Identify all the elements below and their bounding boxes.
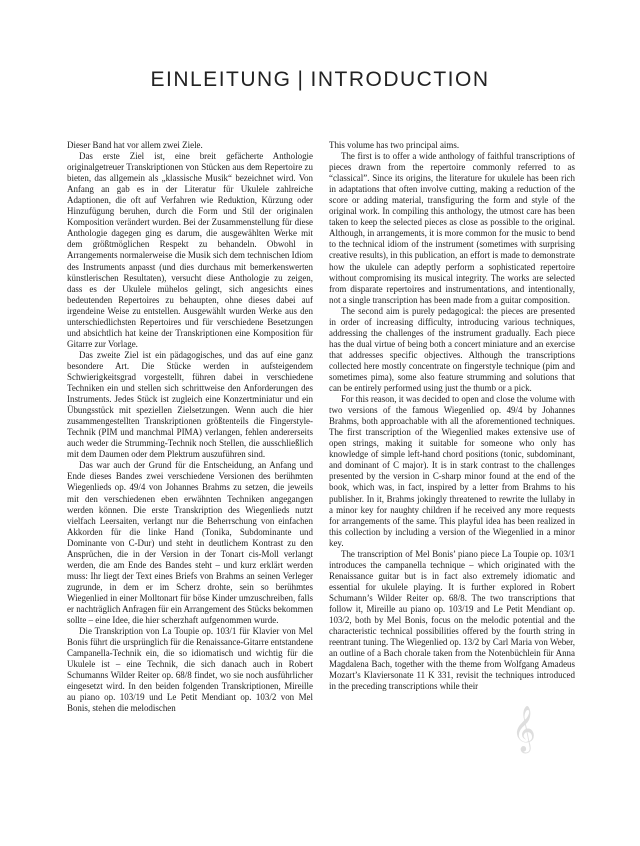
english-paragraph-3: The second aim is purely pedagogical: the pieces are presented in order of increasing difficulty, introducing various techniques, addressing the challenges of the instrument gradually. Each piece has the dual virtue of being both a concert miniature and an exercise that addresses specific objectives. Although the transcriptions collected here mostly concentrate on fingerstyle technique (pim and sometimes pima), some also feature strumming and solutions that can be entirely performed using just the thumb or a pick. (329, 305, 575, 394)
german-paragraph-4: Das war auch der Grund für die Entscheidung, an Anfang und Ende dieses Bandes zwei verschiedene Versionen des berühmten Wiegenlieds op. 49/4 von Johannes Brahms zu setzen, die jeweils mit den verschiedenen eben erwähnten Techniken angegangen werden können. Die erste Transkription des Wiegenlieds nutzt vielfach Leersaiten, verlangt nur die Beherrschung von einfachen Akkorden für die linke Hand (Tonika, Subdominante und Dominante von C-Dur) und steht in deutlichem Kontrast zu den Ansprüchen, die in der Version in der Tonart cis-Moll verlangt werden, die am Ende des Bandes steht – und kurz erklärt werden muss: Ihr liegt der Text eines Briefs von Brahms an seinen Verleger zugrunde, in dem er im Scherz drohte, sein so berühmtes Wiegenlied in einer Molltonart für böse Kinder umzuschreiben, falls er nachträglich Anfragen für ein Arrangement des Stücks bekommen sollte – eine Idee, die hier scherzhaft aufgenommen wurde. (67, 460, 313, 626)
english-paragraph-1: This volume has two principal aims. (329, 140, 460, 150)
english-column (329, 140, 575, 840)
title-german: EINLEITUNG (150, 68, 292, 92)
german-paragraph-3: Das zweite Ziel ist ein pädagogisches, und das auf eine ganz besondere Art. Die Stücke werden in aufsteigendem Schwierigkeitsgrad vorgestellt, führen dabei in verschiedene Techniken ein und stellen sich schrittweise den Anforderungen des Instruments. Jedes Stück ist zugleich eine Konzertminiatur und ein Übungsstück mit speziellen Zielsetzungen. Wenn auch die hier zusammengestellten Transkriptionen größtenteils die Fingerstyle-Technik (PIM und manchmal PIMA) verlangen, fehlen andererseits auch weder die Strumming-Technik noch Stellen, die ausschließlich mit dem Daumen oder dem Plektrum auszuführen sind. (67, 349, 313, 460)
german-paragraph-5: Die Transkription von La Toupie op. 103/1 für Klavier von Mel Bonis führt die ursprünglich für die Renaissance-Gitarre entstandene Campanella-Technik ein, die so idiomatisch und wichtig für die Ukulele ist – eine Technik, die sich danach auch in Robert Schumanns Wilder Reiter op. 68/8 findet, wo sie noch ausführlicher eingesetzt wird. In den beiden folgenden Transkriptionen, Mireille au piano op. 103/19 und Le Petit Mendiant op. 103/2 von Mel Bonis, stehen die melodischen (67, 626, 313, 714)
english-paragraph-2: The first is to offer a wide anthology of faithful transcriptions of pieces drawn from the repertoire commonly referred to as “classical”. Since its origins, the literature for ukulele has been rich in adaptations that often involve cutting, making a reduction of the score or adding material, transfiguring the form and style of the original work. In compiling this anthology, the utmost care has been taken to keep the selected pieces as close as possible to the original. Although, in arrangements, it is more common for the music to bend to the technical idiom of the instrument (sometimes with surprising creative results), in this publication, an effort is made to demonstrate how the ukulele can adeptly perform a sophisticated repertoire without compromising its musical integrity. The works are selected from disparate repertoires and instrumentations, and intentionally, not a single transcription has been made from a guitar composition. (329, 151, 575, 305)
german-paragraph-2: Das erste Ziel ist, eine breit gefächerte Anthologie originalgetreuer Transkriptionen von Stücken aus dem Repertoire zu bieten, das allgemein als „klassische Musik“ bezeichnet wird. Von Anfang an gab es in der Literatur für Ukulele zahlreiche Adaptionen, die oft auf Verfahren wie Reduktion, Kürzung oder Hinzufügung beruhen, durch die Form und Stil der originalen Komposition verändert wurden. Bei der Zusammenstellung für diese Anthologie dagegen ging es darum, die ausgewählten Werke mit dem größtmöglichen Respekt zu behandeln. Obwohl in Arrangements normalerweise die Musik sich dem technischen Idiom des Instruments anpasst (und dies durchaus mit bemerkenswerten künstlerischen Resultaten), versucht diese Anthologie zu zeigen, dass es der Ukulele mühelos gelingt, sich angesichts eines bedeutenden Repertoires zu behaupten, ohne dieses dabei auf irgendeine Weise zu entstellen. Ausgewählt wurden Werke aus den unterschiedlichsten Repertoires und für verschiedene Besetzungen und absichtlich hat keine der Transkriptionen eine Komposition für Gitarre zur Vorlage. (67, 151, 313, 349)
english-paragraph-5: The transcription of Mel Bonis’ piano piece La Toupie op. 103/1 introduces the campanella technique – which originated with the Renaissance guitar but is in fact also extremely idiomatic and essential for ukulele playing. It is further explored in Robert Schumann’s Wilder Reiter op. 68/8. The two transcriptions that follow it, Mireille au piano op. 103/19 and Le Petit Mendiant op. 103/2, both by Mel Bonis, focus on the melodic potential and the characteristic technical possibilities offered by the fourth string in reentrant tuning. The Wiegenlied op. 13/2 by Carl Maria von Weber, an outline of a Bach chorale taken from the Notenbüchlein für Anna Magdalena Bach, together with the theme from Wolfgang Amadeus Mozart’s Klaviersonate 11 K 331, revisit the techniques introduced in the preceding transcriptions while their (329, 548, 575, 692)
english-paragraph-4: For this reason, it was decided to open and close the volume with two versions of the famous Wiegenlied op. 49/4 by Johannes Brahms, both approachable with all the aforementioned techniques. The first transcription of the Wiegenlied makes extensive use of open strings, making it suitable for someone who only has knowledge of simple left-hand chord positions (tonic, subdominant, and dominant of C major). It is in stark contrast to the challenges presented by the version in C-sharp minor found at the end of the book, which was, in fact, inspired by a letter from Brahms to his publisher. In it, Brahms jokingly threatened to rewrite the lullaby in a minor key for naughty children if he received any more requests for arrangements of the same. This playful idea has been realized in this collection by including a version of the Wiegenlied in a minor key. (329, 394, 575, 548)
german-column (67, 140, 313, 840)
title-english: INTRODUCTION (310, 68, 490, 92)
watermark-glyph: 𝄞 (512, 706, 536, 752)
page-title (0, 68, 640, 92)
german-paragraph-1: Dieser Band hat vor allem zwei Ziele. (67, 140, 203, 150)
title-separator: | (297, 68, 305, 92)
text-columns (67, 140, 575, 840)
